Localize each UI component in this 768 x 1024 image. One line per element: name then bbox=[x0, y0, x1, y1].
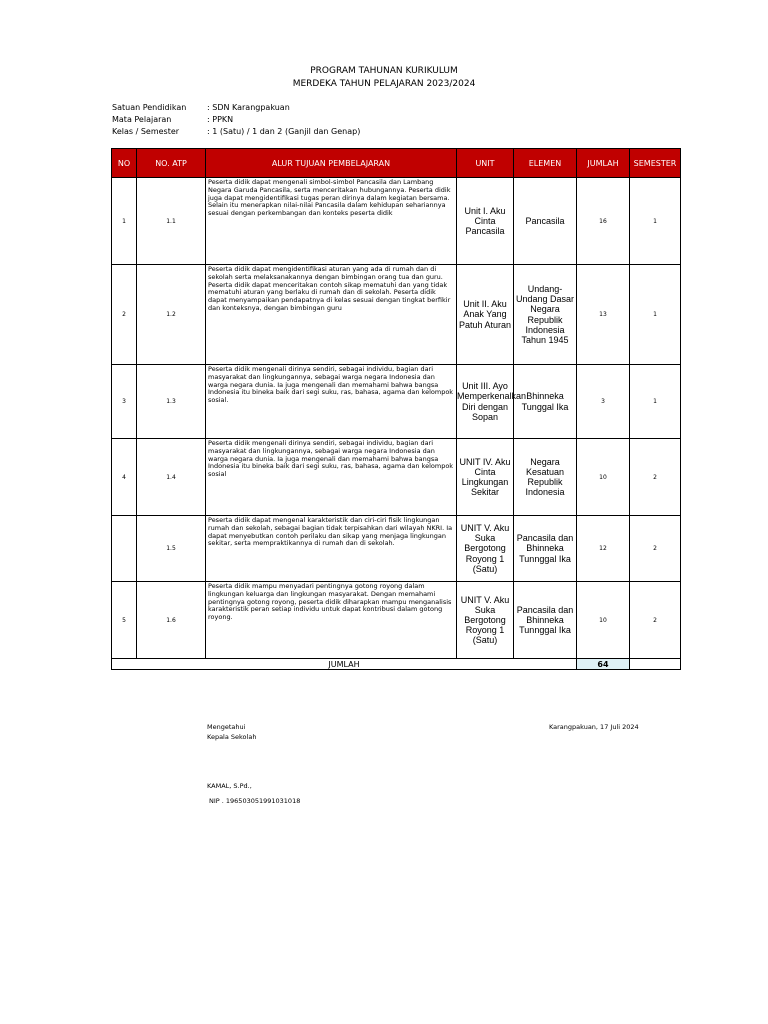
cell-no: 4 bbox=[112, 439, 137, 516]
cell-elemen: Pancasila bbox=[514, 178, 577, 265]
header-alur-tujuan: ALUR TUJUAN PEMBELAJARAN bbox=[206, 149, 457, 178]
cell-no-atp: 1.3 bbox=[137, 365, 206, 439]
cell-semester: 1 bbox=[630, 365, 681, 439]
total-empty-cell bbox=[630, 659, 681, 670]
cell-alur-tujuan: Peserta didik dapat mengenal karakteristik dan ciri-ciri fisik lingkungan rumah dan sekolah, sebagai bagian tidak terpisahkan dari wilayah NKRI. Ia dapat menyebutkan contoh perilaku dan sikap yang menjaga lingkungan sekitar, serta mempraktikannya di rumah dan di sekolah. bbox=[206, 516, 457, 582]
header-no-atp: NO. ATP bbox=[137, 149, 206, 178]
info-value: : PPKN bbox=[207, 115, 234, 124]
cell-elemen: Undang-Undang Dasar Negara Republik Indonesia Tahun 1945 bbox=[514, 265, 577, 365]
cell-no bbox=[112, 516, 137, 582]
cell-no: 3 bbox=[112, 365, 137, 439]
cell-jumlah: 10 bbox=[577, 439, 630, 516]
cell-semester: 2 bbox=[630, 516, 681, 582]
table-row bbox=[112, 582, 681, 659]
signature-acknowledge: Mengetahui bbox=[207, 723, 246, 731]
cell-no-atp: 1.2 bbox=[137, 265, 206, 365]
table-row bbox=[112, 178, 681, 265]
cell-semester: 2 bbox=[630, 582, 681, 659]
header-semester: SEMESTER bbox=[630, 149, 681, 178]
info-label: Satuan Pendidikan bbox=[112, 103, 187, 112]
total-label: JUMLAH bbox=[112, 659, 577, 670]
cell-no: 5 bbox=[112, 582, 137, 659]
signature-name: KAMAL, S.Pd., bbox=[207, 782, 252, 790]
cell-semester: 2 bbox=[630, 439, 681, 516]
cell-no-atp: 1.4 bbox=[137, 439, 206, 516]
cell-alur-tujuan: Peserta didik dapat mengidentifikasi aturan yang ada di rumah dan di sekolah serta melaksanakannya dengan bimbingan orang tua dan guru. Peserta didik dapat menceritakan contoh sikap mematuhi dan yang tidak mematuhi aturan yang berlaku di rumah dan di sekolah. Peserta didik dapat menyampaikan pendapatnya di kelas sesuai dengan tingkat berfikir dan konteksnya, dengan bimbingan guru bbox=[206, 265, 457, 365]
cell-jumlah: 10 bbox=[577, 582, 630, 659]
cell-unit: UNIT V. Aku Suka Bergotong Royong 1 (Satu) bbox=[457, 516, 514, 582]
table-row bbox=[112, 365, 681, 439]
header-no: NO bbox=[112, 149, 137, 178]
cell-no-atp: 1.5 bbox=[137, 516, 206, 582]
header-elemen: ELEMEN bbox=[514, 149, 577, 178]
cell-semester: 1 bbox=[630, 178, 681, 265]
cell-unit: Unit I. Aku Cinta Pancasila bbox=[457, 178, 514, 265]
cell-alur-tujuan: Peserta didik mampu menyadari pentingnya gotong royong dalam lingkungan keluarga dan lingkungan masyarakat. Dengan memahami pentingnya gotong royong, peserta didik diharapkan mampu menganalisis karakteristik peran setiap individu untuk dapat kontribusi dalam gotong royong. bbox=[206, 582, 457, 659]
info-label: Kelas / Semester bbox=[112, 127, 180, 136]
cell-unit: Unit II. Aku Anak Yang Patuh Aturan bbox=[457, 265, 514, 365]
cell-alur-tujuan: Peserta didik mengenali dirinya sendiri, sebagai individu, bagian dari masyarakat dan lingkungannya, sebagai warga negara Indonesia dan warga negara dunia. Ia juga mengenali dan memahami bahwa bangsa Indonesia itu bineka baik dari segi suku, ras, bahasa, agama dan kelompok sosial. bbox=[206, 365, 457, 439]
table-row bbox=[112, 516, 681, 582]
cell-jumlah: 12 bbox=[577, 516, 630, 582]
info-value: : 1 (Satu) / 1 dan 2 (Ganjil dan Genap) bbox=[207, 127, 361, 136]
cell-jumlah: 3 bbox=[577, 365, 630, 439]
cell-no: 2 bbox=[112, 265, 137, 365]
info-mata-pelajaran bbox=[112, 115, 233, 124]
title-line-1: PROGRAM TAHUNAN KURIKULUM bbox=[310, 66, 458, 76]
total-value: 64 bbox=[577, 659, 630, 670]
cell-elemen: Pancasila dan Bhinneka Tunnggal Ika bbox=[514, 582, 577, 659]
table-row bbox=[112, 439, 681, 516]
cell-alur-tujuan: Peserta didik mengenali dirinya sendiri, sebagai individu, bagian dari masyarakat dan lingkungannya, sebagai warga negara Indonesia dan warga negara dunia. Ia juga mengenali dan memahami bahwa bangsa Indonesia itu bineka baik dari segi suku, ras, bahasa, agama dan kelompok sosial bbox=[206, 439, 457, 516]
cell-no-atp: 1.1 bbox=[137, 178, 206, 265]
cell-no: 1 bbox=[112, 178, 137, 265]
info-label: Mata Pelajaran bbox=[112, 115, 172, 124]
header-jumlah: JUMLAH bbox=[577, 149, 630, 178]
cell-unit: Unit III. Ayo Memperkenalkan Diri dengan Sopan bbox=[457, 365, 514, 439]
cell-semester: 1 bbox=[630, 265, 681, 365]
program-table bbox=[111, 148, 681, 670]
info-value: : SDN Karangpakuan bbox=[207, 103, 290, 112]
cell-alur-tujuan: Peserta didik dapat mengenali simbol-simbol Pancasila dan Lambang Negara Garuda Pancasila, serta menceritakan hubungannya. Peserta didik juga dapat mengidentifikasi tugas peran dirinya dalam kegiatan bersama. Selain itu menerapkan nilai-nilai Pancasila dalam kehidupan sehariannya sesuai dengan perkembangan dan konteks peserta didik bbox=[206, 178, 457, 265]
cell-jumlah: 13 bbox=[577, 265, 630, 365]
cell-unit: UNIT V. Aku Suka Bergotong Royong 1 (Satu) bbox=[457, 582, 514, 659]
cell-no-atp: 1.6 bbox=[137, 582, 206, 659]
cell-elemen: Pancasila dan Bhinneka Tunnggal Ika bbox=[514, 516, 577, 582]
cell-jumlah: 16 bbox=[577, 178, 630, 265]
cell-elemen: Bhinneka Tunggal Ika bbox=[514, 365, 577, 439]
info-satuan-pendidikan bbox=[112, 103, 290, 112]
signature-place-date: Karangpakuan, 17 Juli 2024 bbox=[549, 723, 639, 731]
info-kelas-semester bbox=[112, 127, 360, 136]
signature-nip: NIP . 196503051991031018 bbox=[209, 797, 301, 805]
table-row bbox=[112, 265, 681, 365]
signature-role: Kepala Sekolah bbox=[207, 733, 257, 741]
total-row bbox=[112, 659, 681, 670]
title-line-2: MERDEKA TAHUN PELAJARAN 2023/2024 bbox=[292, 79, 476, 89]
cell-unit: UNIT IV. Aku Cinta Lingkungan Sekitar bbox=[457, 439, 514, 516]
table-header-row bbox=[112, 149, 681, 178]
cell-elemen: Negara Kesatuan Republik Indonesia bbox=[514, 439, 577, 516]
header-unit: UNIT bbox=[457, 149, 514, 178]
